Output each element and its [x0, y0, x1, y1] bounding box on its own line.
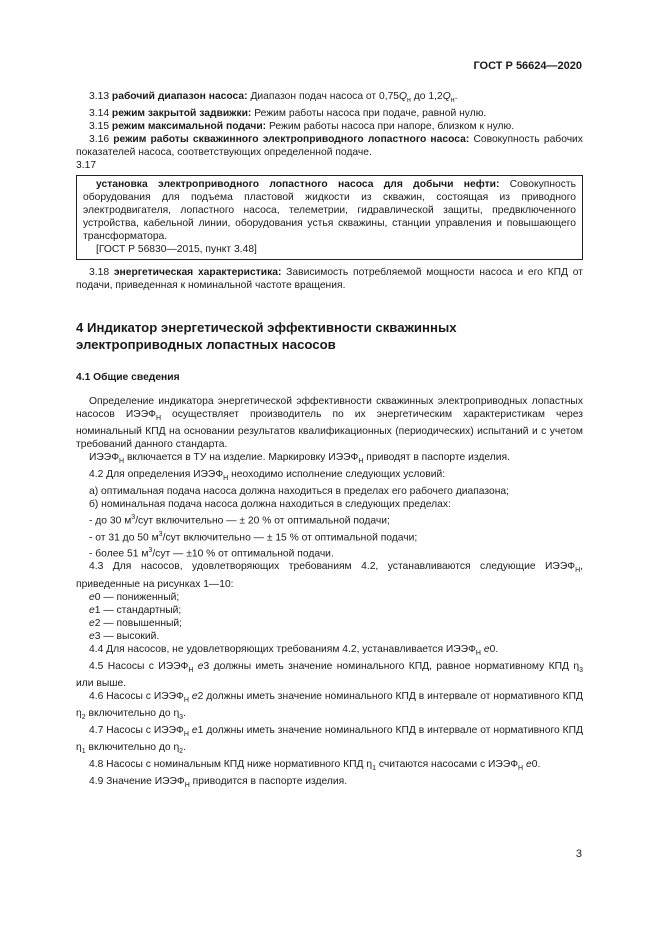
term-name: режим максимальной подачи:	[111, 121, 267, 133]
term-item: 3.14 режим закрытой задвижки: Режим работы насоса при подаче, равной нулю.	[89, 108, 487, 120]
quoted-term-box	[76, 175, 583, 260]
term-text: Диапазон подач насоса от $0,75Q_н$ до $1,2Q_н$.	[250, 91, 458, 105]
paragraph: 4.6 Насосы с $ИЭЭФ_Н$ е2 должны иметь значение номинального КПД в интервале от нормативного КПД $\eta_2$ включительно до $\eta_3$.	[76, 690, 583, 721]
paragraph: е0 — пониженный;	[89, 591, 180, 603]
paragraph: - до 30 $м^3$/сут включительно — ± 20 % от оптимальной подачи;	[89, 514, 390, 527]
section-paragraphs	[76, 395, 583, 792]
paragraph: е1 — стандартный;	[89, 604, 182, 616]
term-item: 3.18 энергетическая характеристика: Зависимость потребляемой мощности насоса и его КПД от подачи, приведенная к номинальной частоте вращения.	[76, 267, 583, 292]
paragraph: $ИЭЭФ_Н$ включается в ТУ на изделие. Маркировку $ИЭЭФ_Н$ приводят в паспорте изделия.	[89, 452, 510, 466]
paragraph: е3 — высокий.	[89, 630, 160, 642]
term-number: 3.17	[76, 160, 97, 172]
paragraph: е2 — повышенный;	[89, 617, 183, 629]
term-text: Режим работы насоса при подаче, равной нулю.	[254, 108, 487, 120]
paragraph: - более 51 $м^3$/сут — ±10 % от оптимальной подачи.	[89, 547, 334, 560]
term-definition	[83, 178, 576, 243]
term-name: энергетическая характеристика:	[113, 267, 282, 279]
term-name: установка электроприводного лопастного насоса для добычи нефти:	[96, 179, 500, 191]
paragraph: 4.4 Для насосов, не удовлетворяющих требованиям 4.2, устанавливается $ИЭЭФ_Н$ е0.	[89, 643, 499, 657]
page-number: 3	[575, 848, 582, 860]
paragraph: а) оптимальная подача насоса должна находиться в пределах его рабочего диапазона;	[89, 486, 509, 498]
term-text: Совокупность рабочих показателей насоса, соответствующих определенной подаче.	[76, 134, 583, 159]
document-header: ГОСТ Р 56624—2020	[473, 60, 582, 72]
paragraph: - от 31 до 50 $м^3$/сут включительно — ± 15 % от оптимальной подачи;	[89, 530, 418, 544]
paragraph: 4.5 Насосы с $ИЭЭФ_Н$ е3 должны иметь значение номинального КПД, равное нормативному КПД $\eta_3$ или выше.	[76, 660, 583, 689]
term-text: Зависимость потребляемой мощности насоса и его КПД от подачи, приведенная к номинальной частоте вращения.	[76, 267, 583, 292]
paragraph: Определение индикатора энергетической эффективности скважинных электроприводных лопастных насосов $ИЭЭФ_Н$ осуществляет производитель по их энергетическим характеристикам через номинальный КПД на основании результатов квалификационных (периодических) испытаний и с учетом требований данного стандарта.	[76, 396, 583, 451]
paragraph: 4.2 Для определения $ИЭЭФ_Н$ неоходимо исполнение следующих условий:	[89, 469, 446, 483]
term-item: 3.16 режим работы скважинного электроприводного лопастного насоса: Совокупность рабочих показателей насоса, соответствующих определенной подаче.	[76, 134, 583, 159]
document-body	[76, 90, 583, 792]
section-heading: 4 Индикатор энергетической эффективности скважинных электроприводных лопастных насосов	[76, 320, 457, 352]
paragraph: 4.8 Насосы с номинальным КПД ниже нормативного КПД $\eta_1$ считаются насосами с $ИЭЭФ_Н$ е0.	[89, 758, 541, 772]
paragraph: 4.3 Для насосов, удовлетворяющих требованиям 4.2, устанавливаются следующие $ИЭЭФ_Н$, приведенные на рисунках 1—10:	[76, 561, 583, 590]
subsection-heading: 4.1 Общие сведения	[76, 372, 180, 384]
paragraph: б) номинальная подача насоса должна находиться в следующих пределах:	[89, 499, 451, 511]
terms-list	[76, 90, 583, 159]
term-name: рабочий диапазон насоса:	[111, 91, 248, 102]
paragraph: 4.7 Насосы с $ИЭЭФ_Н$ е1 должны иметь значение номинального КПД в интервале от нормативного КПД $\eta_1$ включительно до $\eta_2$.	[76, 724, 583, 755]
term-reference: [ГОСТ Р 56830—2015, пункт 3.48]	[96, 244, 257, 256]
term-item: 3.15 режим максимальной подачи: Режим работы насоса при напоре, близком к нулю.	[89, 121, 515, 133]
term-text: Совокупность оборудования для подъема пластовой жидкости из скважин, состоящая из приводного электродвигателя, лопастного насоса, телеметрии, гидравлической защиты, предвключенного устройства, кабельной линии, оборудования устья скважины, станции управления и повышающего трансформатора.	[83, 179, 576, 243]
term-name: режим работы скважинного электроприводного лопастного насоса:	[113, 134, 470, 146]
term-name: режим закрытой задвижки:	[111, 108, 252, 120]
term-text: Режим работы насоса при напоре, близком к нулю.	[268, 121, 515, 133]
term-item: 3.13 рабочий диапазон насоса: Диапазон подач насоса от $0,75Q_н$ до $1,2Q_н$.	[89, 91, 458, 105]
paragraph: 4.9 Значение $ИЭЭФ_Н$ приводится в паспорте изделия.	[89, 775, 348, 789]
